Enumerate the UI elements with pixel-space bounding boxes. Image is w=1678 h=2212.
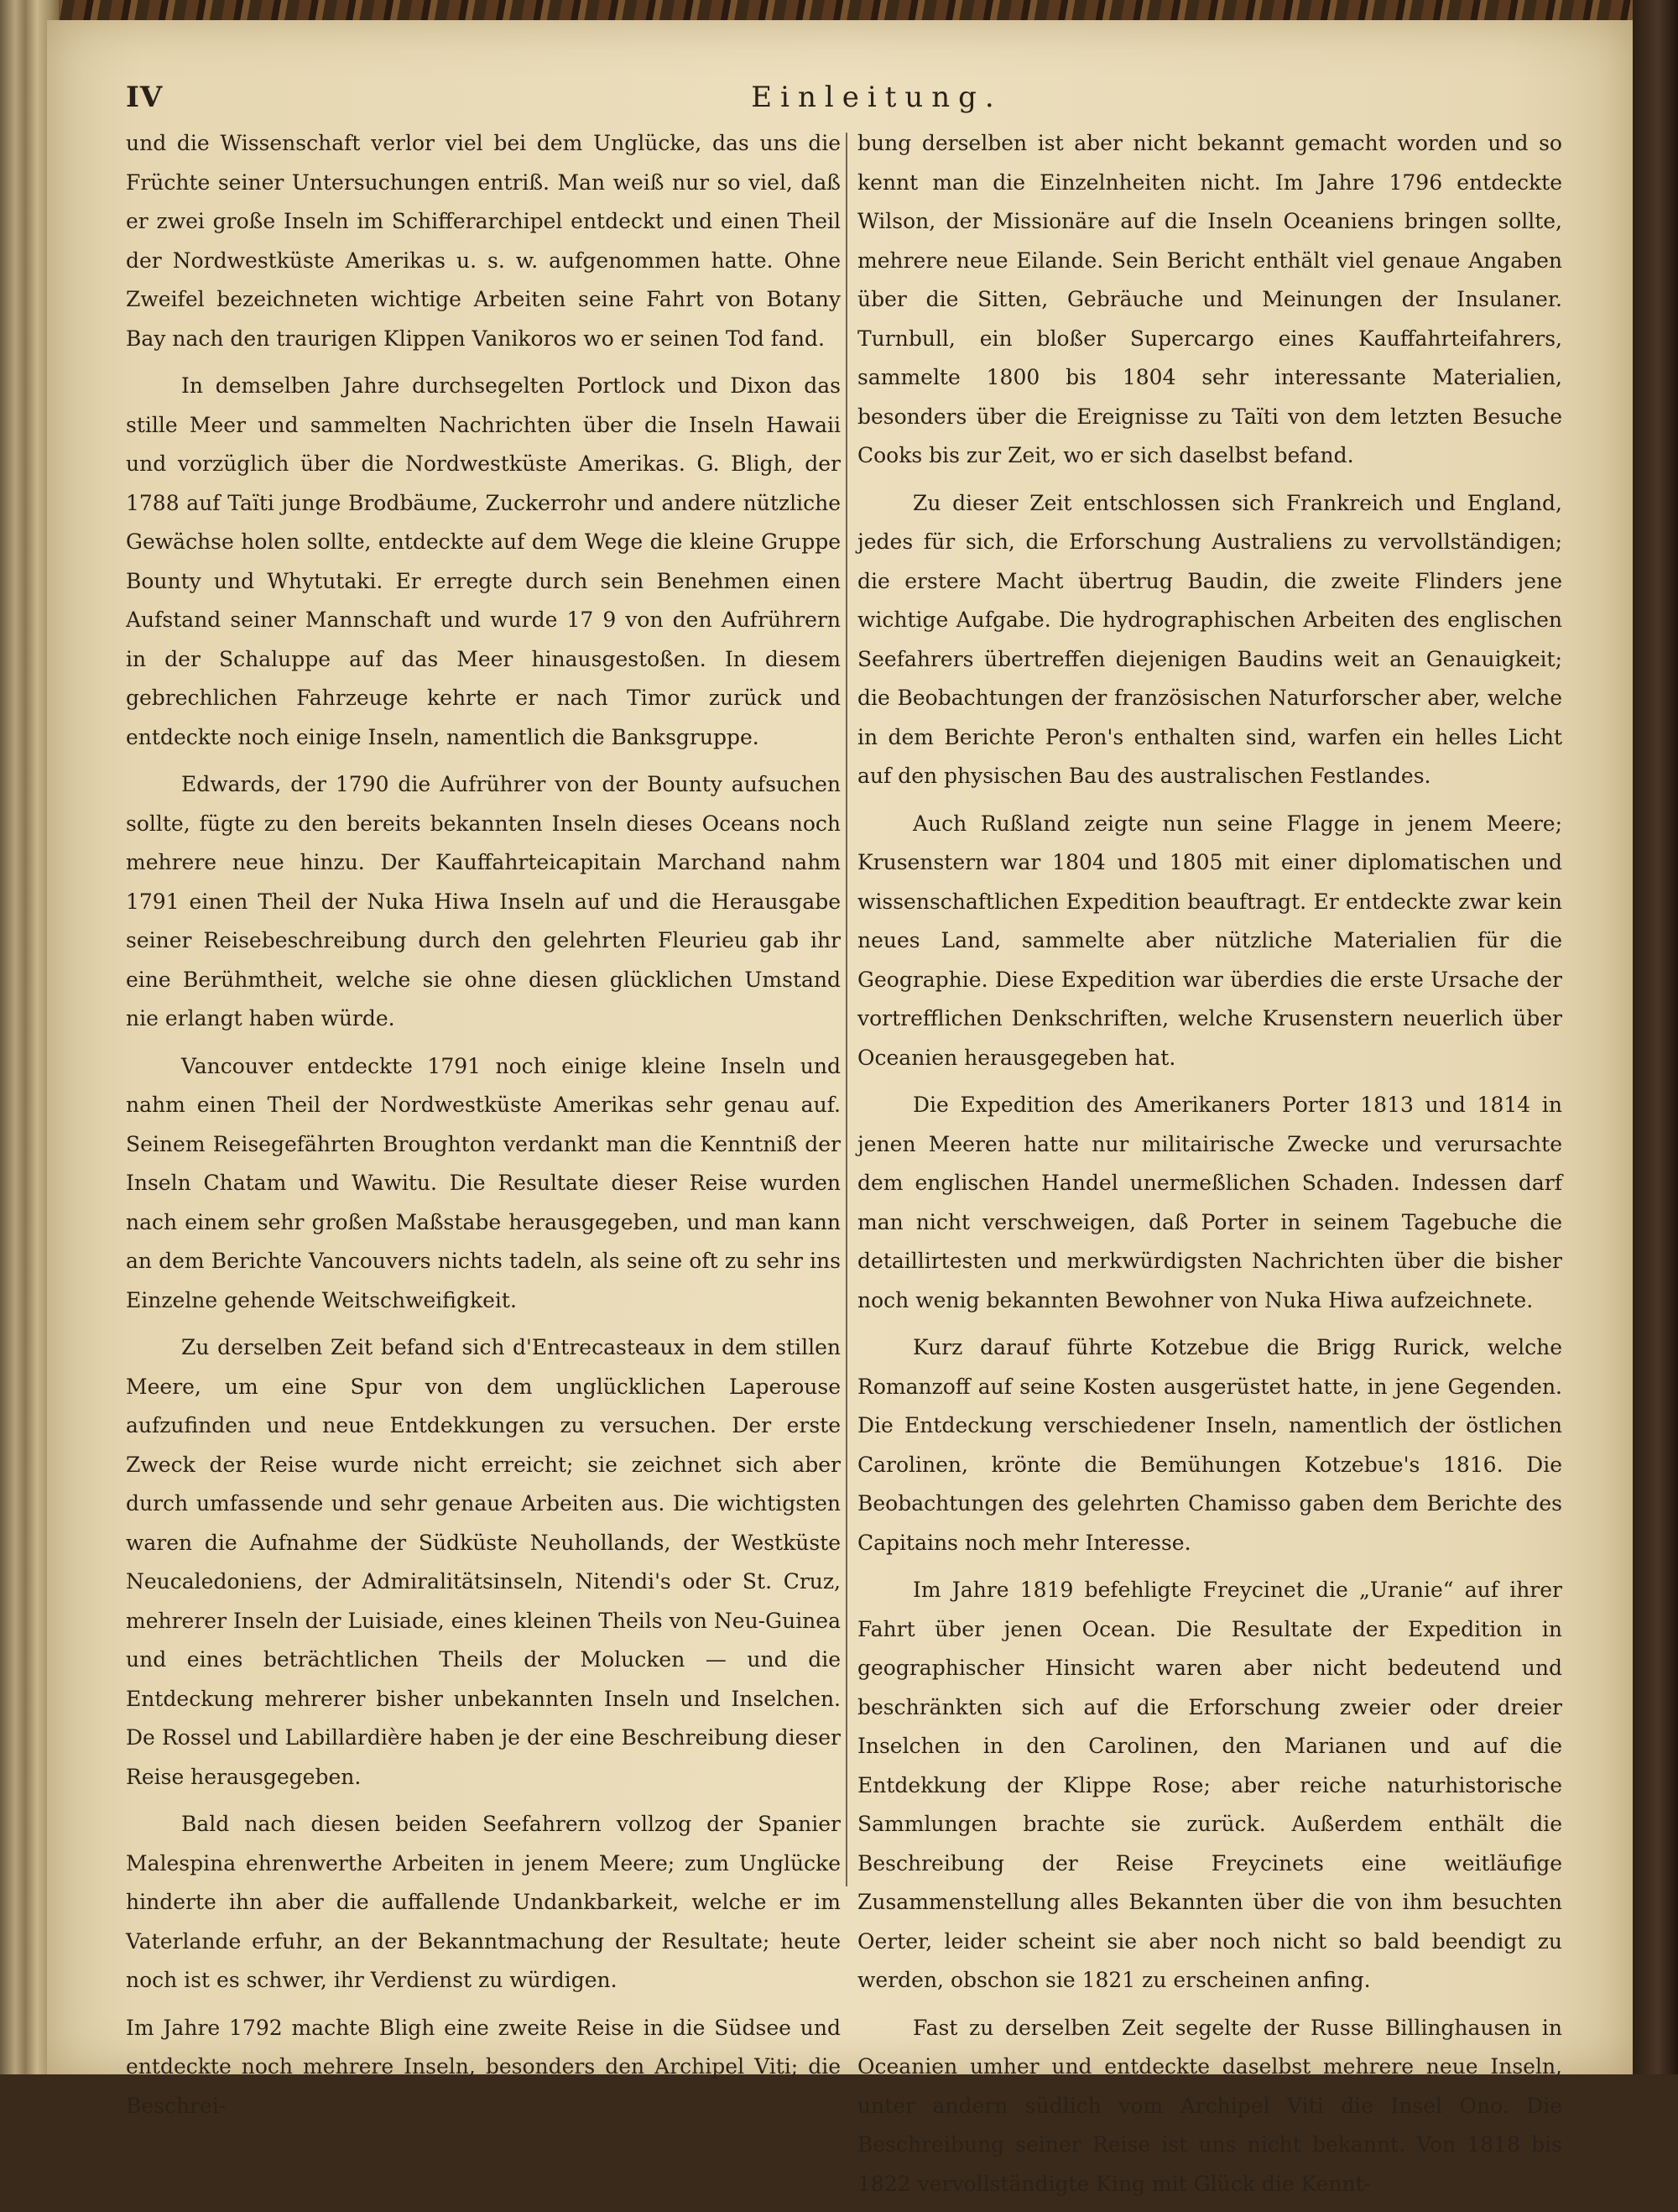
column-divider-rule: [846, 133, 847, 1886]
book-binding-edge: [1633, 0, 1678, 2074]
page-number: IV: [126, 81, 164, 114]
paragraph: Zu dieser Zeit entschlossen sich Frankreich und England, jedes für sich, die Erforschung Australiens zu vervollständigen; die erstere Macht übertrug Baudin, die zweite Flinders jene wichtige Aufgabe. Die hydrographischen Arbeiten des englischen Seefahrers übertreffen diejenigen Baudins weit an Genauigkeit; die Beobachtungen der französischen Naturforscher aber, welche in dem Berichte Peron's enthalten sind, warfen ein helles Licht auf den physischen Bau des australischen Festlandes.: [857, 490, 1562, 788]
paragraph: bung derselben ist aber nicht bekannt gemacht worden und so kennt man die Einzelnheiten nicht. Im Jahre 1796 entdeckte Wilson, der Missionäre auf die Inseln Oceaniens bringen sollte, mehrere neue Eilande. Sein Bericht enthält viel genaue Angaben über die Sitten, Gebräuche und Meinungen der Insulaner. Turnbull, ein bloßer Supercargo eines Kauffahrteifahrers, sammelte 1800 bis 1804 sehr interessante Materialien, besonders über die Ereignisse zu Taïti von dem letzten Besuche Cooks bis zur Zeit, wo er sich daselbst befand.: [857, 131, 1562, 467]
paragraph: Auch Rußland zeigte nun seine Flagge in jenem Meere; Krusenstern war 1804 und 1805 mit einer diplomatischen und wissenschaftlichen Expedition beauftragt. Er entdeckte zwar kein neues Land, sammelte aber nützliche Materialien für die Geographie. Diese Expedition war überdies die erste Ursache der vortrefflichen Denkschriften, welche Krusenstern neuerlich über Oceanien herausgegeben hat.: [857, 811, 1562, 1070]
paragraph: Die Expedition des Amerikaners Porter 1813 und 1814 in jenen Meeren hatte nur militairische Zwecke und verursachte dem englischen Handel unermeßlichen Schaden. Indessen darf man nicht verschweigen, daß Porter in seinem Tagebuche die detaillirtesten und merkwürdigsten Nachrichten über die bisher noch wenig bekannten Bewohner von Nuka Hiwa aufzeichnete.: [857, 1093, 1562, 1312]
paragraph: In demselben Jahre durchsegelten Portlock und Dixon das stille Meer und sammelten Nachrichten über die Inseln Hawaii und vorzüglich über die Nordwestküste Amerikas. G. Bligh, der 1788 auf Taïti junge Brodbäume, Zuckerrohr und andere nützliche Gewächse holen sollte, entdeckte auf dem Wege die kleine Gruppe Bounty und Whytutaki. Er erregte durch sein Benehmen einen Aufstand seiner Mannschaft und wurde 17 9 von den Aufrührern in der Schaluppe auf das Meer hinausgestoßen. In diesem gebrechlichen Fahrzeuge kehrte er nach Timor zurück und entdeckte noch einige Inseln, namentlich die Banksgruppe.: [126, 373, 841, 749]
paragraph: Vancouver entdeckte 1791 noch einige kleine Inseln und nahm einen Theil der Nordwestküste Amerikas sehr genau auf. Seinem Reisegefährten Broughton verdankt man die Kenntniß der Inseln Chatam und Wawitu. Die Resultate dieser Reise wurden nach einem sehr großen Maßstabe herausgegeben, und man kann an dem Berichte Vancouvers nichts tadeln, als seine oft zu sehr ins Einzelne gehende Weitschweifigkeit.: [126, 1053, 841, 1312]
running-title: Einleitung.: [751, 81, 1003, 114]
paragraph: Kurz darauf führte Kotzebue die Brigg Rurick, welche Romanzoff auf seine Kosten ausgerüstet hatte, in jene Gegenden. Die Entdeckung verschiedener Inseln, namentlich der östlichen Carolinen, krönte die Bemühungen Kotzebue's 1816. Die Beobachtungen des gelehrten Chamisso gaben dem Berichte des Capitains noch mehr Interesse.: [857, 1335, 1562, 1555]
paragraph: Zu derselben Zeit befand sich d'Entrecasteaux in dem stillen Meere, um eine Spur von dem unglücklichen Laperouse aufzufinden und neue Entdekkungen zu versuchen. Der erste Zweck der Reise wurde nicht erreicht; sie zeichnet sich aber durch umfassende und sehr genaue Arbeiten aus. Die wichtigsten waren die Aufnahme der Südküste Neuhollands, der Westküste Neucaledoniens, der Admiralitätsinseln, Nitendi's oder St. Cruz, mehrerer Inseln der Luisiade, eines kleinen Theils von Neu-Guinea und eines beträchtlichen Theils der Molucken — und die Entdeckung mehrerer bisher unbekannten Inseln und Inselchen. De Rossel und Labillardière haben je der eine Beschreibung dieser Reise herausgegeben.: [126, 1335, 841, 1789]
left-text-column: [126, 124, 841, 2134]
right-text-column: [857, 124, 1562, 2212]
paragraph: Im Jahre 1792 machte Bligh eine zweite Reise in die Südsee und entdeckte noch mehrere Inseln, besonders den Archipel Viti; die Beschrei-: [126, 2015, 841, 2118]
page-header: [126, 81, 1552, 123]
paragraph: Fast zu derselben Zeit segelte der Russe Billinghausen in Oceanien umher und entdeckte daselbst mehrere neue Inseln, unter andern südlich vom Archipel Viti die Insel Ono. Die Beschreibung seiner Reise ist uns nicht bekannt. Von 1818 bis 1822 vervollständigte King mit Glück die Kennt-: [857, 2015, 1562, 2196]
paragraph: Im Jahre 1819 befehligte Freycinet die „Uranie“ auf ihrer Fahrt über jenen Ocean. Die Resultate der Expedition in geographischer Hinsicht waren aber nicht bedeutend und beschränkten sich auf die Erforschung zweier oder dreier Inselchen in den Carolinen, den Marianen und auf die Entdekkung der Klippe Rose; aber reiche naturhistorische Sammlungen brachte sie zurück. Außerdem enthält die Beschreibung der Reise Freycinets eine weitläufige Zusammenstellung alles Bekannten über die von ihm besuchten Oerter, leider scheint sie aber noch nicht so bald beendigt zu werden, obschon sie 1821 zu erscheinen anfing.: [857, 1578, 1562, 1992]
paragraph: Bald nach diesen beiden Seefahrern vollzog der Spanier Malespina ehrenwerthe Arbeiten in jenem Meere; zum Unglücke hinderte ihn aber die auffallende Undankbarkeit, welche er im Vaterlande erfuhr, an der Bekanntmachung der Resultate; heute noch ist es schwer, ihr Verdienst zu würdigen.: [126, 1812, 841, 1992]
paragraph: und die Wissenschaft verlor viel bei dem Unglücke, das uns die Früchte seiner Untersuchungen entriß. Man weiß nur so viel, daß er zwei große Inseln im Schifferarchipel entdeckt und einen Theil der Nordwestküste Amerikas u. s. w. aufgenommen hatte. Ohne Zweifel bezeichneten wichtige Arbeiten seine Fahrt von Botany Bay nach den traurigen Klippen Vanikoros wo er seinen Tod fand.: [126, 131, 841, 351]
paragraph: Edwards, der 1790 die Aufrührer von der Bounty aufsuchen sollte, fügte zu den bereits bekannten Inseln dieses Oceans noch mehrere neue hinzu. Der Kauffahrteicapitain Marchand nahm 1791 einen Theil der Nuka Hiwa Inseln auf und die Herausgabe seiner Reisebeschreibung durch den gelehrten Fleurieu gab ihr eine Berühmtheit, welche sie ohne diesen glücklichen Umstand nie erlangt haben würde.: [126, 772, 841, 1030]
